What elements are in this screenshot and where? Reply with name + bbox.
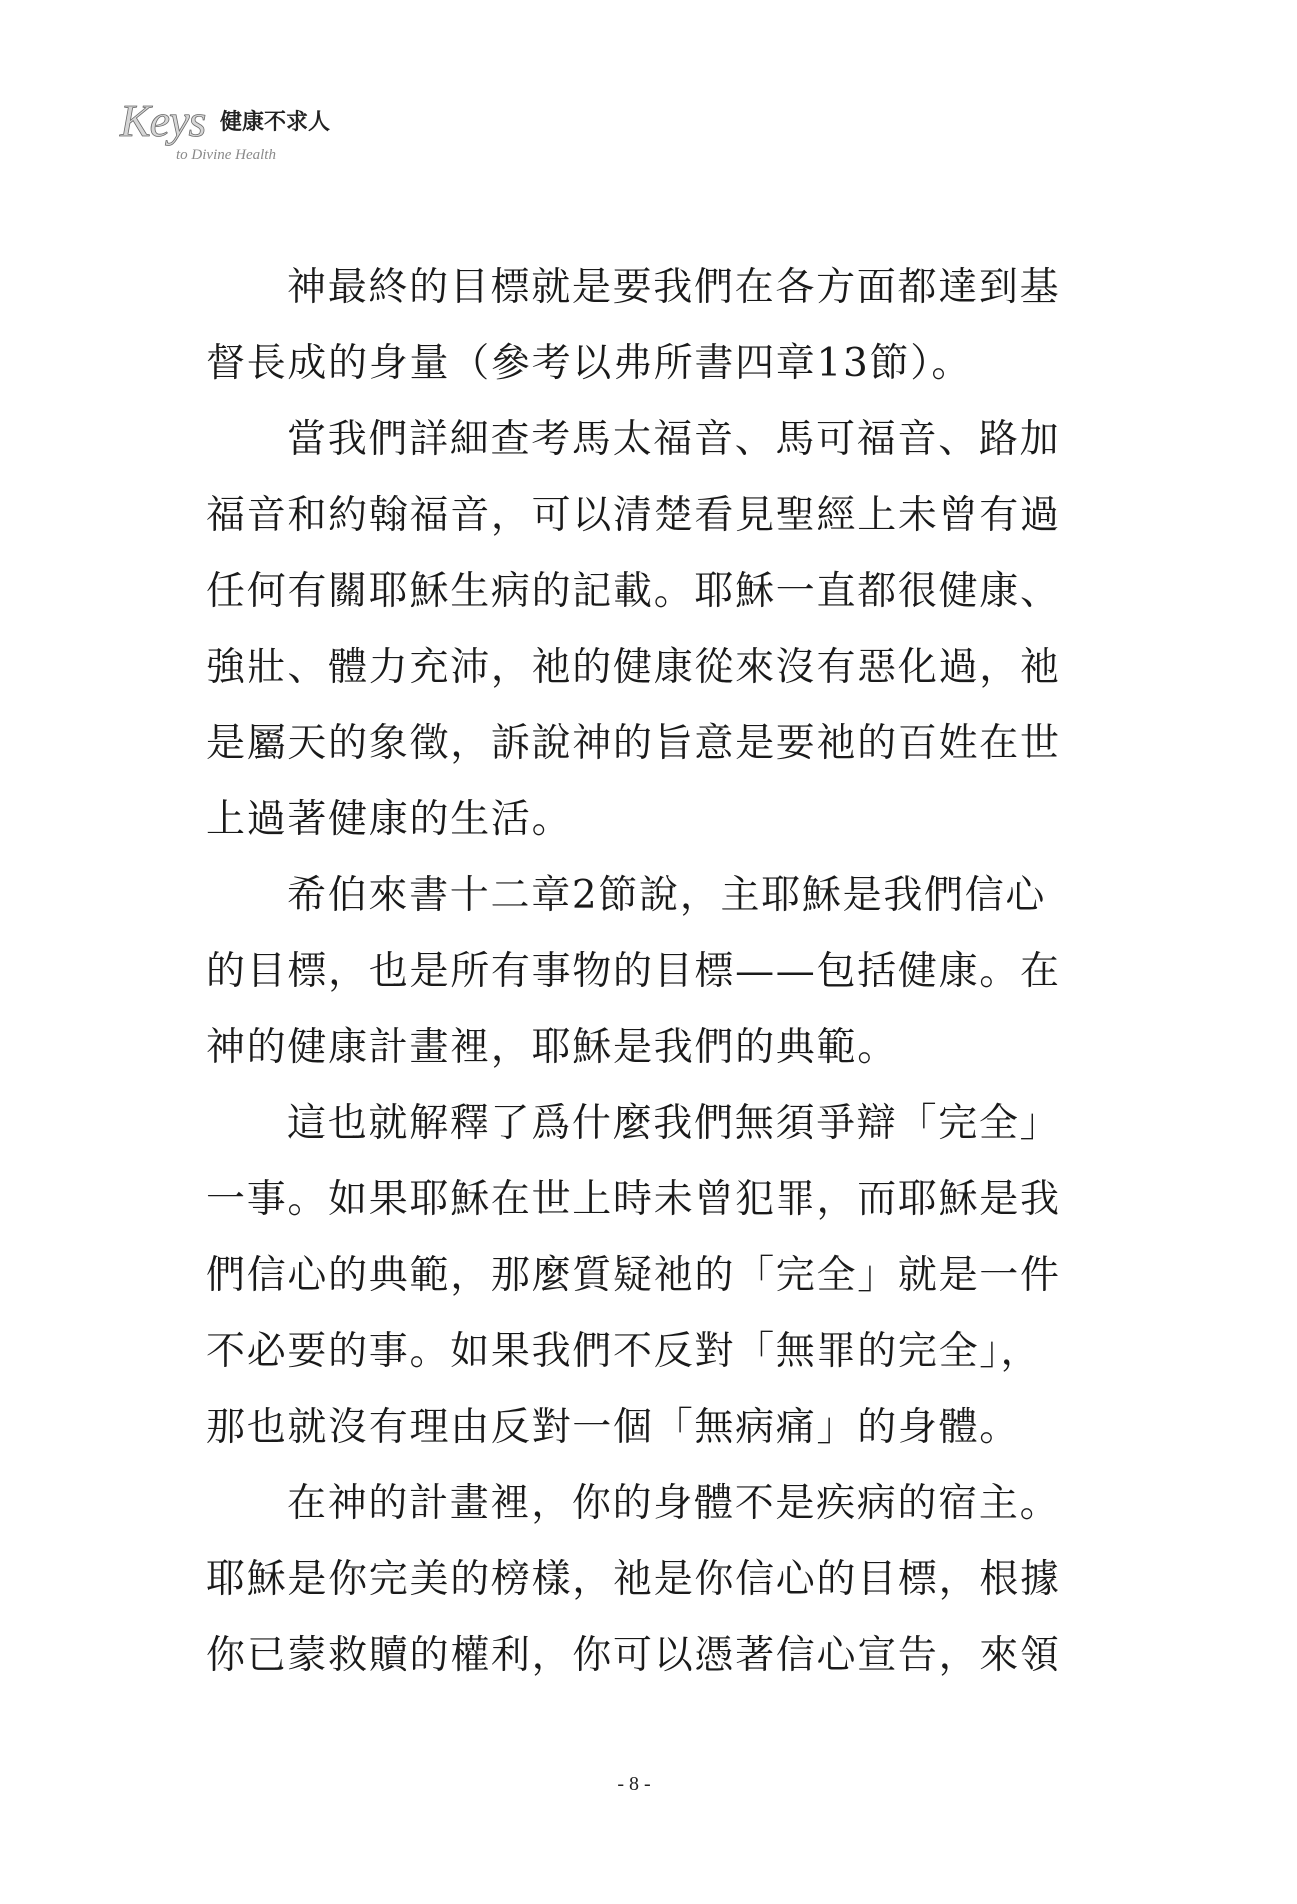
text-line: 耶穌是你完美的榜樣，祂是你信心的目標，根據 (206, 1557, 1061, 1602)
text-line: 們信心的典範，那麼質疑祂的「完全」就是一件 (206, 1253, 1061, 1298)
text-line: 督長成的身量（參考以弗所書四章13節）。 (206, 341, 973, 386)
running-header (120, 95, 360, 173)
text-line: 的目標，也是所有事物的目標——包括健康。在 (206, 949, 1061, 994)
text-line: 一事。如果耶穌在世上時未曾犯罪，而耶穌是我 (206, 1177, 1061, 1222)
text-line: 是屬天的象徵，訴說神的旨意是要祂的百姓在世 (206, 721, 1061, 766)
header-logo-script: Keys (120, 95, 206, 146)
paragraph (206, 1466, 1066, 1694)
text-line: 你已蒙救贖的權利，你可以憑著信心宣告，來領 (206, 1633, 1061, 1678)
text-line: 這也就解釋了爲什麼我們無須爭辯「完全」 (287, 1101, 1061, 1146)
paragraph (206, 402, 1066, 858)
text-line: 當我們詳細查考馬太福音、馬可福音、路加 (287, 417, 1061, 462)
book-title: 健康不求人 (220, 110, 331, 135)
text-line: 神最終的目標就是要我們在各方面都達到基 (287, 265, 1061, 310)
text-line: 希伯來書十二章2節說，主耶穌是我們信心 (287, 873, 1047, 918)
page-number: - 8 - (617, 1773, 651, 1795)
text-line: 福音和約翰福音，可以清楚看見聖經上未曾有過 (206, 493, 1061, 538)
book-subtitle: to Divine Health (176, 147, 276, 163)
body-text (206, 250, 1066, 1694)
paragraph (206, 1086, 1066, 1466)
text-line: 神的健康計畫裡，耶穌是我們的典範。 (206, 1025, 898, 1070)
text-line: 強壯、體力充沛，祂的健康從來沒有惡化過，祂 (206, 645, 1061, 690)
text-line: 不必要的事。如果我們不反對「無罪的完全」， (206, 1329, 1042, 1374)
text-line: 那也就沒有理由反對一個「無病痛」的身體。 (206, 1405, 1021, 1450)
text-line: 任何有關耶穌生病的記載。耶穌一直都很健康、 (206, 569, 1061, 614)
text-line: 上過著健康的生活。 (206, 797, 573, 842)
paragraph (206, 250, 1066, 402)
text-line: 在神的計畫裡，你的身體不是疾病的宿主。 (287, 1481, 1061, 1526)
paragraph (206, 858, 1066, 1086)
